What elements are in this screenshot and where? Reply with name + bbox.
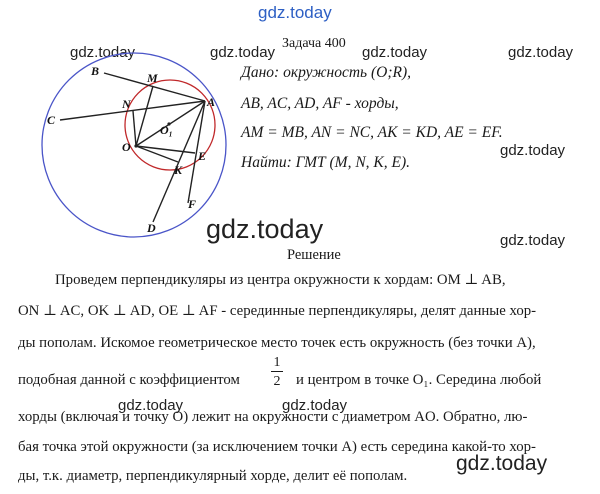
label-m: M: [147, 71, 158, 85]
fraction-bar: [271, 371, 283, 372]
equalities-line: AM = MB, AN = NC, AK = KD, AE = EF.: [241, 124, 503, 141]
label-n: N: [122, 97, 131, 111]
given-line: Дано: окружность (O;R),: [241, 64, 412, 81]
segment-on: [133, 111, 136, 146]
label-f: F: [188, 197, 197, 211]
solution-line: подобная данной с коэффициентом: [18, 372, 240, 388]
find-line: Найти: ГМТ (M, N, K, E).: [241, 154, 411, 171]
solution-line: хорды (включая и точку O) лежит на окружности с диаметром AO. Обратно, лю-: [18, 409, 528, 425]
solution-line: ды, т.к. диаметр, перпендикулярный хорде, делит её пополам.: [18, 468, 408, 484]
solution-heading: Решение: [287, 247, 341, 263]
watermark: gdz.today: [258, 3, 332, 22]
watermark: gdz.today: [500, 142, 566, 159]
label-b: B: [91, 64, 100, 78]
watermark: gdz.today: [362, 44, 428, 61]
watermark: gdz.today: [70, 44, 136, 61]
chord-ac: [60, 101, 205, 120]
label-k: K: [174, 163, 183, 177]
fraction-denominator: 2: [273, 374, 281, 389]
watermark: gdz.today: [206, 214, 324, 244]
label-c: C: [47, 113, 56, 127]
solution-line: Проведем перпендикуляры из центра окружности к хордам: OM ⊥ AB,: [55, 272, 506, 288]
watermark: gdz.today: [456, 452, 548, 475]
watermark: gdz.today: [500, 232, 566, 249]
problem-title: Задача 400: [282, 36, 346, 51]
chords-line: AB, AC, AD, AF - хорды,: [241, 95, 399, 112]
label-o: O: [122, 140, 131, 154]
center-o: [134, 144, 137, 147]
solution-line: и центром в точке O₁. Середина любой: [296, 372, 542, 388]
watermark: gdz.today: [508, 44, 574, 61]
fraction-numerator: 1: [273, 355, 281, 370]
solution-line: ды пополам. Искомое геометрическое место точек есть окружность (без точки A),: [18, 335, 536, 351]
watermark: gdz.today: [282, 397, 348, 414]
watermark: gdz.today: [118, 397, 184, 414]
watermark: gdz.today: [210, 44, 276, 61]
solution-line: бая точка этой окружности (за исключением точки A) есть середина какой-то хор-: [18, 439, 536, 455]
label-e: E: [198, 149, 207, 163]
label-d: D: [147, 221, 156, 235]
label-a: A: [207, 95, 216, 109]
solution-line: ON ⊥ AC, OK ⊥ AD, OE ⊥ AF - серединные перпендикуляры, делят данные хор-: [18, 303, 537, 319]
label-o1: O₁: [160, 123, 173, 137]
